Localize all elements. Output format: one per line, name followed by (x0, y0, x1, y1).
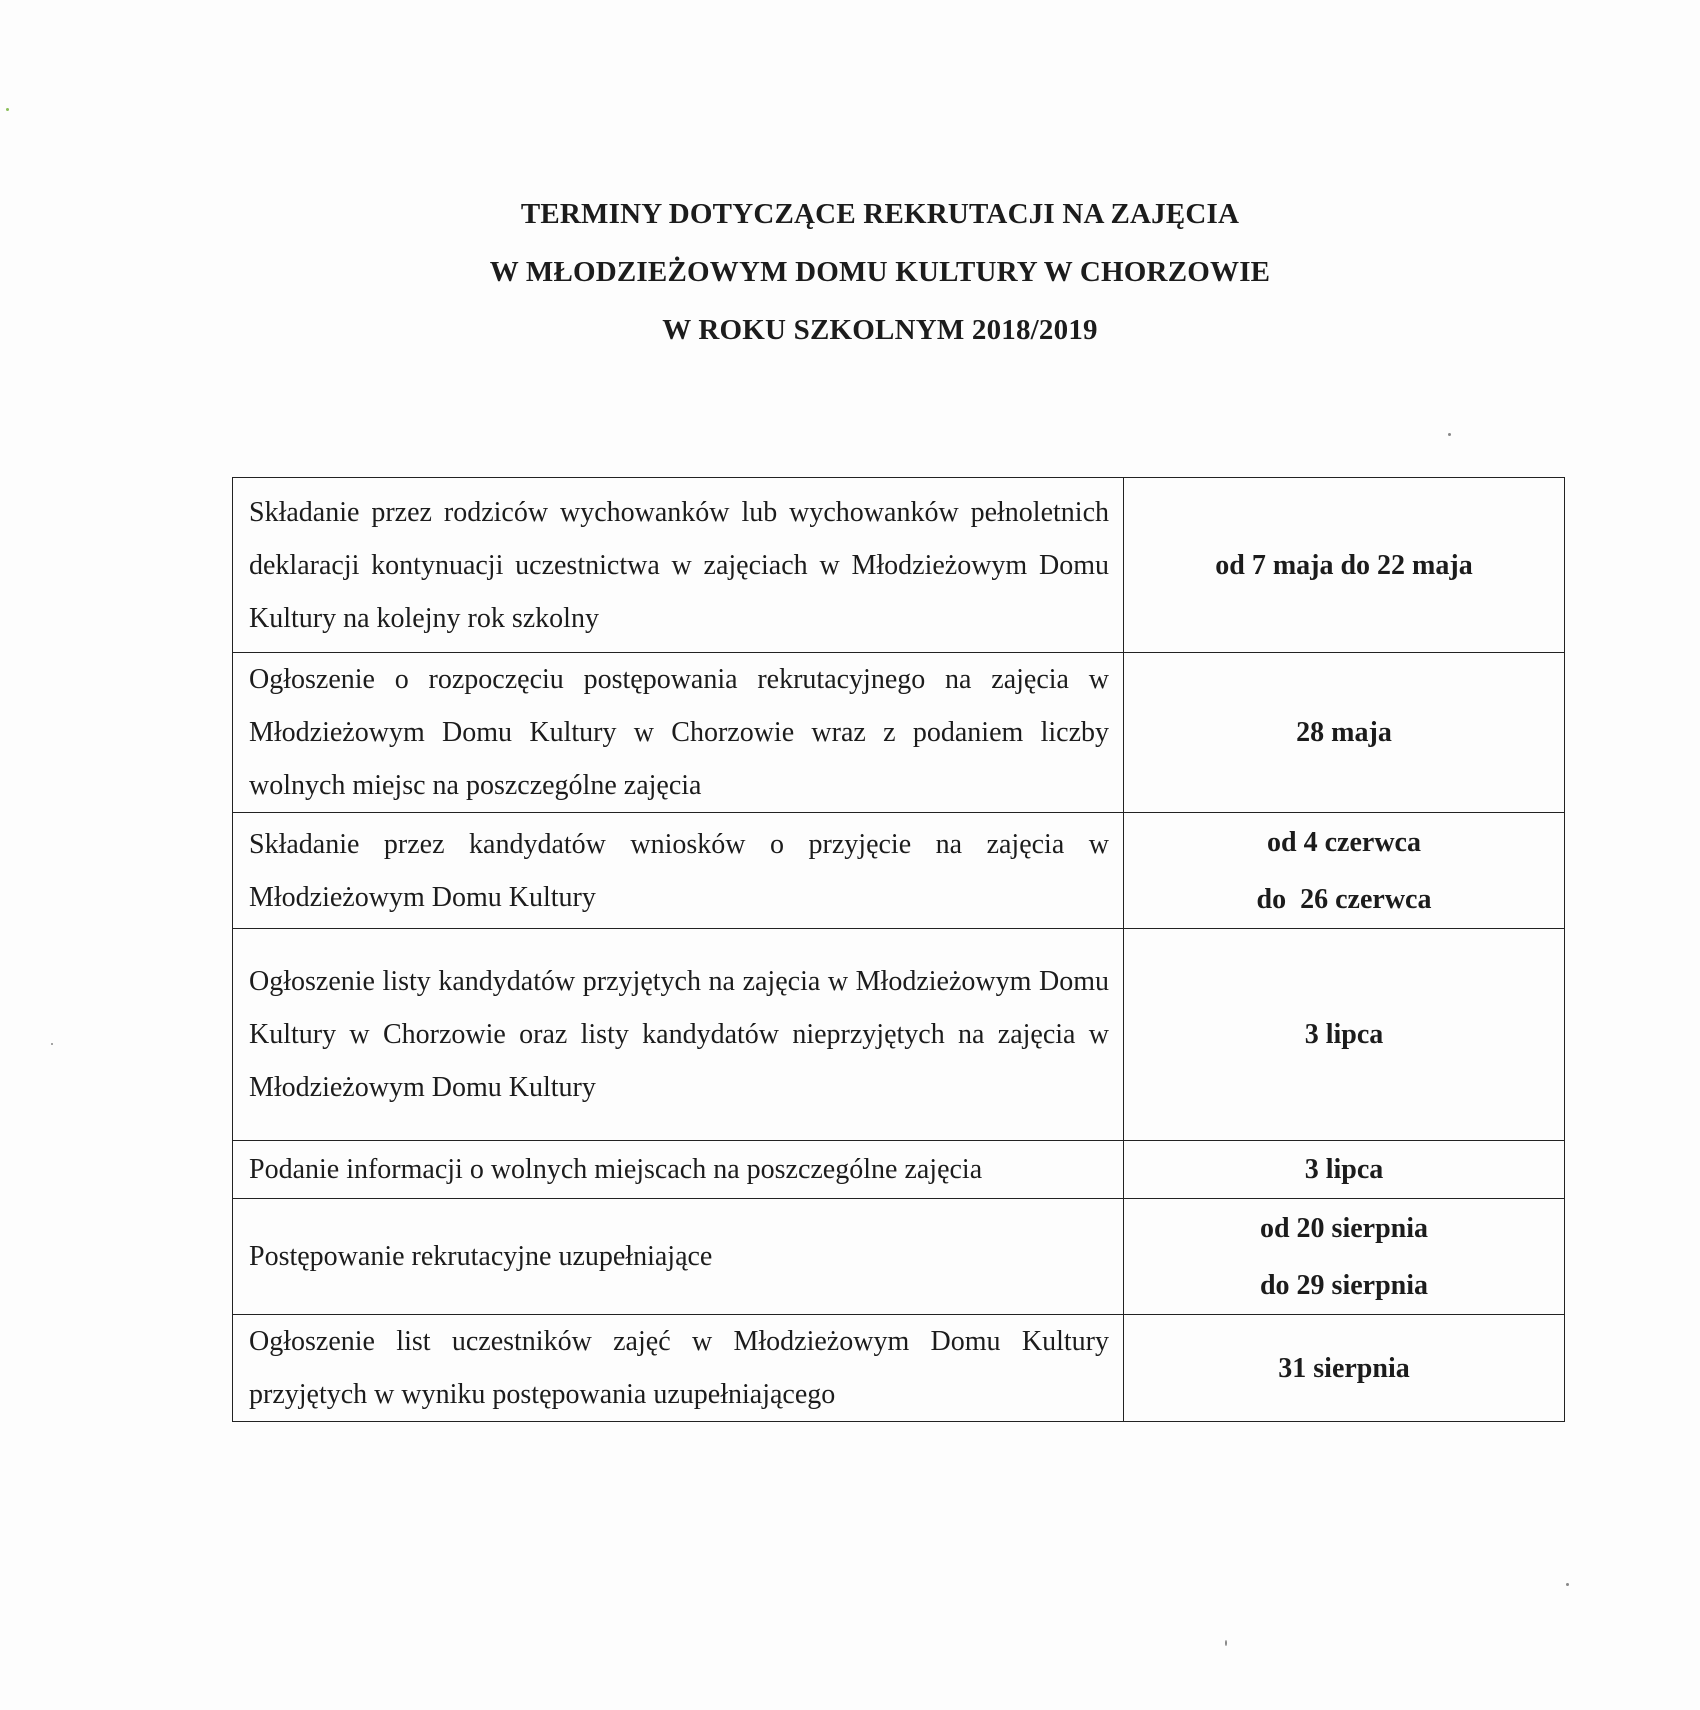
row-description: Podanie informacji o wolnych miejscach na poszczególne zajęcia (233, 1141, 1124, 1199)
row-description: Ogłoszenie listy kandydatów przyjętych na zajęcia w Młodzieżowym Domu Kultury w Chorzowie oraz listy kandydatów nieprzyjętych na zajęcia w Młodzieżowym Domu Kultury (233, 929, 1124, 1141)
row-description: Ogłoszenie o rozpoczęciu postępowania rekrutacyjnego na zajęcia w Młodzieżowym Domu Kultury w Chorzowie wraz z podaniem liczby wolnych miejsc na poszczególne zajęcia (233, 653, 1124, 813)
row-date-line: do 29 sierpnia (1259, 1269, 1429, 1301)
row-date (1124, 1315, 1565, 1422)
row-date (1124, 1141, 1565, 1199)
row-description: Ogłoszenie list uczestników zajęć w Młodzieżowym Domu Kultury przyjętych w wyniku postępowania uzupełniającego (233, 1315, 1124, 1422)
scan-speck (51, 1043, 53, 1045)
row-date-line: 28 maja (1296, 717, 1392, 748)
row-description: Składanie przez kandydatów wniosków o przyjęcie na zajęcia w Młodzieżowym Domu Kultury (233, 813, 1124, 929)
table-row (233, 1315, 1565, 1422)
title-line-3: W ROKU SZKOLNYM 2018/2019 (662, 314, 1098, 346)
recruitment-schedule-table (232, 477, 1565, 1422)
row-date (1124, 929, 1565, 1141)
row-date-line: od 7 maja do 22 maja (1215, 549, 1473, 581)
title-line-1: TERMINY DOTYCZĄCE REKRUTACJI NA ZAJĘCIA (520, 198, 1240, 230)
table-row (233, 478, 1565, 653)
document-title (0, 185, 1700, 359)
row-date-line: od 4 czerwca (1267, 826, 1421, 858)
row-date-line: 3 lipca (1304, 1154, 1384, 1185)
scan-speck (1225, 1640, 1227, 1646)
table-row (233, 1141, 1565, 1199)
table-row (233, 653, 1565, 813)
row-date (1124, 653, 1565, 813)
row-description: Składanie przez rodziców wychowanków lub wychowanków pełnoletnich deklaracji kontynuacji uczestnictwa w zajęciach w Młodzieżowym Domu Kultury na kolejny rok szkolny (233, 478, 1124, 653)
row-date-line: do 26 czerwca (1256, 883, 1432, 915)
scan-speck (1448, 433, 1451, 436)
table-row (233, 929, 1565, 1141)
row-date-line: 31 sierpnia (1278, 1352, 1410, 1384)
table-row (233, 813, 1565, 929)
row-date-line: 3 lipca (1304, 1019, 1384, 1050)
scan-speck (1566, 1583, 1569, 1586)
row-date (1124, 813, 1565, 929)
row-date-line: od 20 sierpnia (1259, 1212, 1429, 1244)
row-date (1124, 478, 1565, 653)
title-line-2: W MŁODZIEŻOWYM DOMU KULTURY W CHORZOWIE (489, 256, 1271, 288)
row-description: Postępowanie rekrutacyjne uzupełniające (233, 1199, 1124, 1315)
scan-speck (6, 108, 9, 111)
row-date (1124, 1199, 1565, 1315)
table-row (233, 1199, 1565, 1315)
